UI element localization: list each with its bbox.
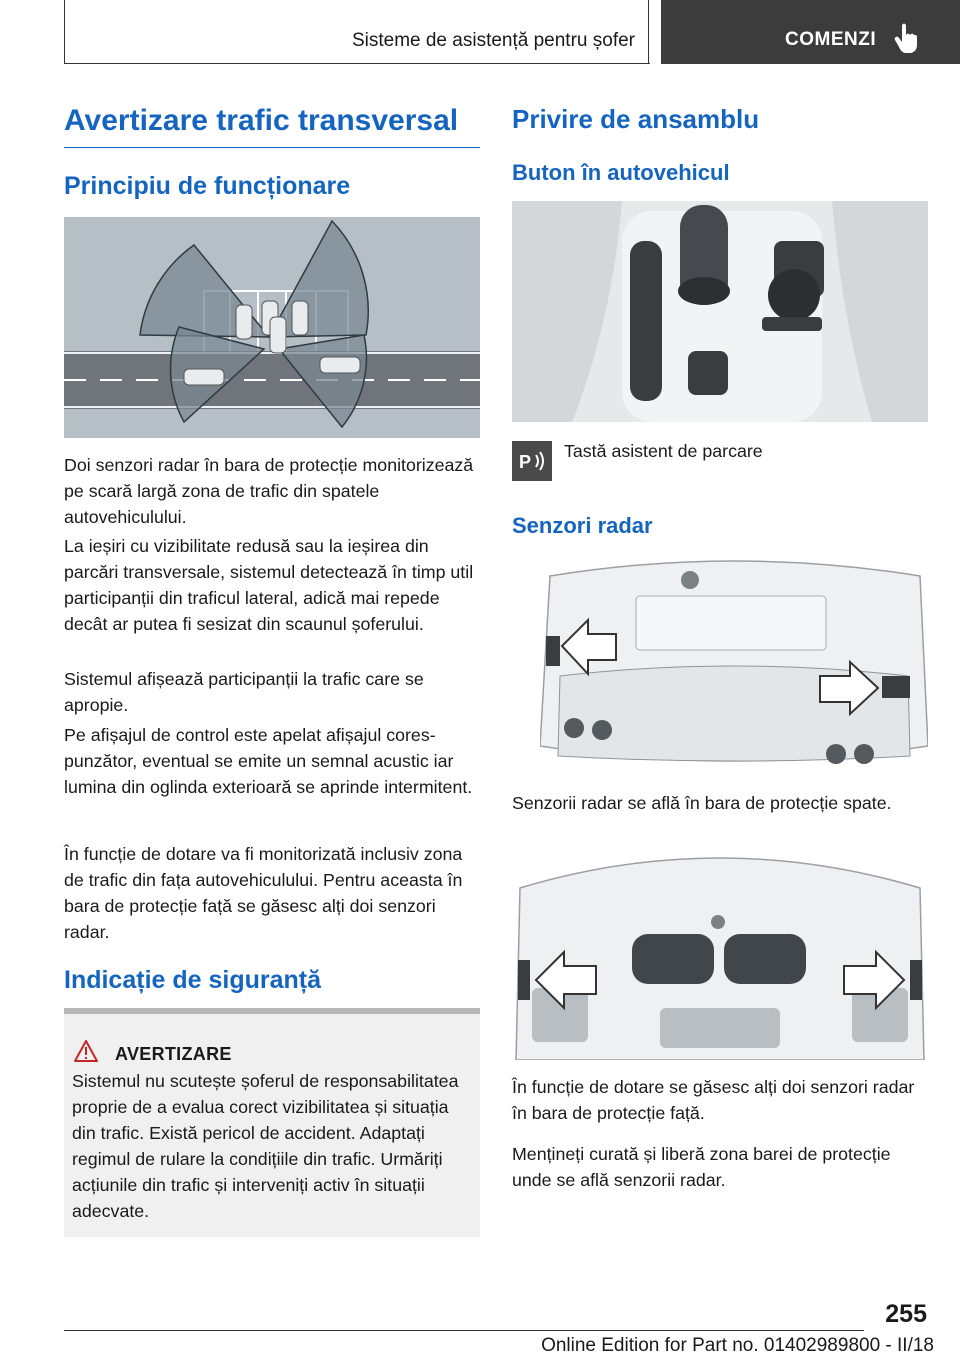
header-section-title: Sisteme de asistență pentru șofer [351, 30, 635, 51]
paragraph-5: În funcție de dotare va fi monitorizată inclusiv zona de trafic din fața autovehiculului. Pentru aceasta în bara de protecție față se găsesc alți doi senzori radar. [64, 844, 463, 942]
header-left-border [64, 0, 65, 64]
footer-rule [64, 1330, 864, 1331]
svg-text:P: P [519, 452, 532, 472]
title-rule [64, 147, 480, 148]
page-title: Avertizare trafic transversal [64, 104, 459, 137]
paragraph-2: La ieșiri cu vizibilitate redusă sau la ieșirea din parcări transversale, sistemul detectează în timp util participanții din traficul lateral, adică mai repede decât ar putea fi sesizat din scaunul șoferului. [64, 536, 474, 634]
warning-title: AVERTIZARE [115, 1044, 232, 1064]
paragraph-1: Doi senzori radar în bara de protecție monitorizează pe scară largă zona de trafic din spatele autovehiculului. [64, 455, 474, 527]
footer-edition: Online Edition for Part no. 01402989800 - II/18 [541, 1335, 934, 1356]
caption-keep-clean: Mențineți curată și liberă zona barei de protecție unde se află senzorii radar. [512, 1144, 891, 1190]
paragraph-3: Sistemul afișează participanții la trafic care se apropie. [64, 669, 424, 715]
paragraph-4: Pe afișajul de control este apelat afișajul corespunzător, eventual se emite un semnal acustic iar lumina din oglinda exterioară se aprinde intermitent. [64, 725, 473, 797]
header-right-border [648, 0, 649, 64]
tab-comenzi-label: COMENZI [785, 29, 877, 50]
rear-bumper-photo [540, 556, 928, 776]
front-bumper-photo [512, 838, 928, 1060]
tab-comenzi[interactable] [661, 0, 960, 64]
subheading-button: Buton în autovehicul [512, 160, 730, 185]
subheading-radar-sensors: Senzori radar [512, 513, 653, 538]
warning-box [64, 1008, 480, 1237]
page-number: 255 [885, 1300, 927, 1328]
hand-pointer-icon [893, 22, 923, 56]
section-heading-safety: Indicație de siguranță [64, 966, 322, 994]
console-photo [512, 201, 928, 422]
warning-text: Sistemul nu scutește șoferul de responsabilitatea proprie de a evalua corect vizibilitatea și situația din trafic. Există pericol de accident. Adaptați regimul de rulare la condițiile din trafic. Urmăriți acțiunile din trafic și interveniți activ în situații adecvate. [72, 1071, 459, 1221]
radar-diagram-figure [64, 217, 480, 438]
caption-rear-sensors: Senzorii radar se află în bara de protecție spate. [512, 793, 892, 813]
section-heading-principle: Principiu de funcționare [64, 172, 351, 200]
warning-triangle-icon [74, 1040, 98, 1062]
header-bottom-border [64, 63, 650, 64]
parking-assist-key-label: Tastă asistent de parcare [564, 441, 763, 461]
caption-front-sensors: În funcție de dotare se găsesc alți doi senzori radar în bara de protecție față. [512, 1077, 915, 1123]
parking-assist-icon [512, 441, 552, 481]
section-heading-overview: Privire de ansamblu [512, 104, 760, 134]
